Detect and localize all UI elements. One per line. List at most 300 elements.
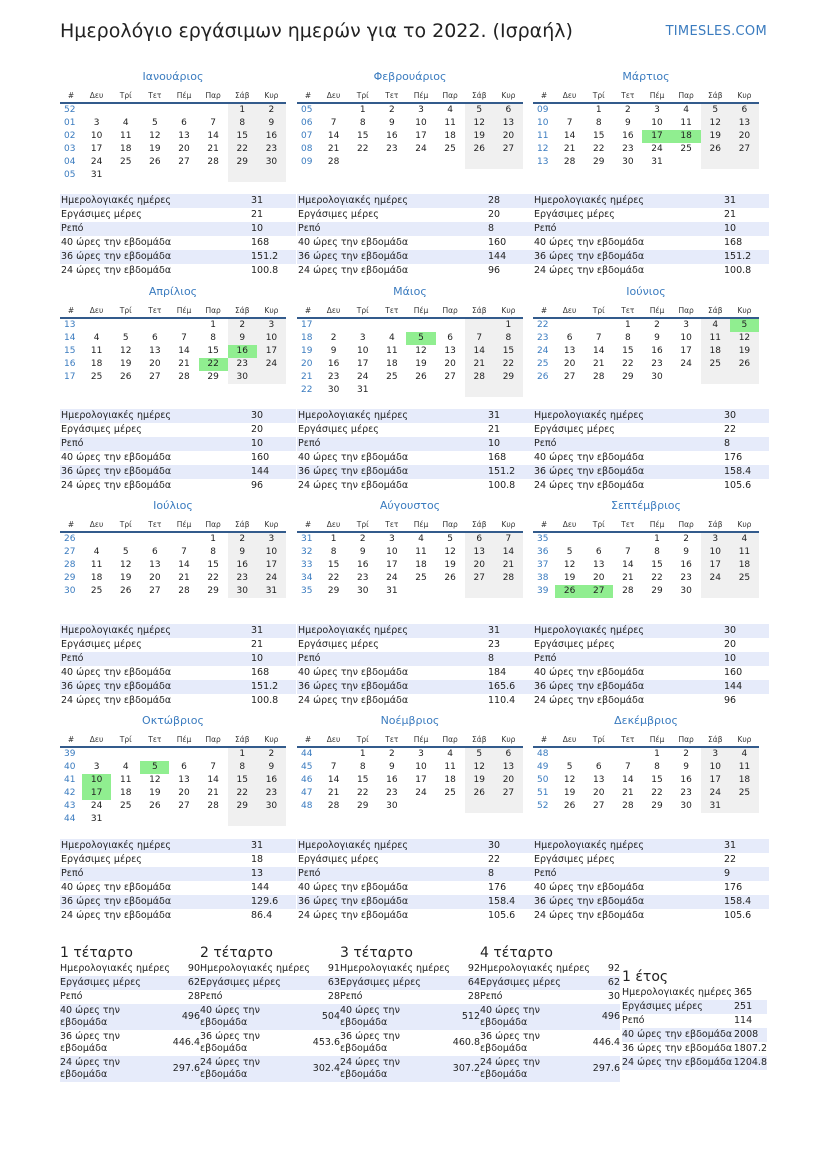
day-cell[interactable]: 19 xyxy=(119,359,132,369)
day-cell[interactable]: 19 xyxy=(563,573,576,583)
day-cell[interactable]: 31 xyxy=(90,814,103,824)
day-cell[interactable]: 16 xyxy=(680,560,692,570)
day-cell[interactable]: 9 xyxy=(257,117,286,130)
day-cell[interactable]: 24 xyxy=(257,358,286,371)
day-cell[interactable]: 14 xyxy=(327,775,340,785)
day-cell[interactable]: 5 xyxy=(701,103,730,117)
day-cell[interactable]: 30 xyxy=(257,156,286,169)
day-cell[interactable]: 28 xyxy=(592,372,605,382)
day-cell[interactable]: 16 xyxy=(680,775,692,785)
day-cell[interactable]: 26 xyxy=(563,801,576,811)
day-cell[interactable]: 20 xyxy=(730,130,759,143)
day-cell[interactable]: 20 xyxy=(444,359,456,369)
day-cell[interactable]: 13 xyxy=(494,117,523,130)
day-cell[interactable]: 25 xyxy=(730,787,759,800)
day-cell[interactable]: 1 xyxy=(654,534,660,544)
day-cell[interactable]: 28 xyxy=(178,372,190,382)
day-cell[interactable]: 30 xyxy=(356,586,369,596)
day-cell[interactable]: 7 xyxy=(566,118,573,128)
day-cell[interactable]: 9 xyxy=(228,332,257,345)
day-cell[interactable]: 8 xyxy=(595,118,602,128)
day-cell[interactable]: 2 xyxy=(654,320,660,330)
day-cell[interactable]: 27 xyxy=(584,585,613,598)
day-cell[interactable]: 18 xyxy=(701,345,730,358)
day-cell[interactable]: 5 xyxy=(406,332,435,345)
day-cell[interactable]: 29 xyxy=(622,372,634,382)
day-cell[interactable]: 22 xyxy=(592,144,605,154)
day-cell[interactable]: 1 xyxy=(494,318,523,332)
day-cell[interactable]: 10 xyxy=(415,118,427,128)
day-cell[interactable]: 8 xyxy=(624,333,631,343)
day-cell[interactable]: 5 xyxy=(730,318,759,332)
day-cell[interactable]: 5 xyxy=(447,534,453,544)
day-cell[interactable]: 10 xyxy=(386,547,398,557)
day-cell[interactable]: 4 xyxy=(388,333,395,343)
day-cell[interactable]: 18 xyxy=(90,359,103,369)
day-cell[interactable]: 19 xyxy=(465,774,494,787)
day-cell[interactable]: 20 xyxy=(494,774,523,787)
day-cell[interactable]: 4 xyxy=(683,105,689,115)
day-cell[interactable]: 22 xyxy=(494,358,523,371)
day-cell[interactable]: 17 xyxy=(642,130,671,143)
day-cell[interactable]: 23 xyxy=(622,144,634,154)
day-cell[interactable]: 20 xyxy=(149,359,161,369)
day-cell[interactable]: 13 xyxy=(592,560,605,570)
day-cell[interactable]: 9 xyxy=(654,333,660,343)
day-cell[interactable]: 9 xyxy=(683,762,689,772)
day-cell[interactable]: 24 xyxy=(90,801,103,811)
day-cell[interactable]: 6 xyxy=(181,762,187,772)
day-cell[interactable]: 18 xyxy=(444,775,456,785)
day-cell[interactable]: 27 xyxy=(592,801,605,811)
day-cell[interactable]: 21 xyxy=(622,573,634,583)
day-cell[interactable]: 8 xyxy=(359,118,366,128)
day-cell[interactable]: 23 xyxy=(228,572,257,585)
day-cell[interactable]: 19 xyxy=(149,788,161,798)
day-cell[interactable]: 18 xyxy=(90,573,103,583)
day-cell[interactable]: 5 xyxy=(566,762,573,772)
day-cell[interactable]: 9 xyxy=(388,762,395,772)
day-cell[interactable]: 1 xyxy=(595,105,602,115)
day-cell[interactable]: 14 xyxy=(207,775,219,785)
day-cell[interactable]: 18 xyxy=(672,130,701,143)
day-cell[interactable]: 12 xyxy=(465,761,494,774)
day-cell[interactable]: 10 xyxy=(415,762,427,772)
day-cell[interactable]: 29 xyxy=(207,586,219,596)
day-cell[interactable]: 24 xyxy=(257,572,286,585)
day-cell[interactable]: 18 xyxy=(444,131,456,141)
day-cell[interactable]: 23 xyxy=(327,372,340,382)
day-cell[interactable]: 18 xyxy=(730,559,759,572)
day-cell[interactable]: 12 xyxy=(149,775,161,785)
day-cell[interactable]: 27 xyxy=(730,143,759,156)
day-cell[interactable]: 12 xyxy=(119,560,132,570)
day-cell[interactable]: 22 xyxy=(651,788,663,798)
day-cell[interactable]: 27 xyxy=(149,372,161,382)
day-cell[interactable]: 23 xyxy=(386,788,398,798)
day-cell[interactable]: 20 xyxy=(494,130,523,143)
day-cell[interactable]: 31 xyxy=(386,586,398,596)
day-cell[interactable]: 15 xyxy=(228,774,257,787)
day-cell[interactable]: 11 xyxy=(415,547,427,557)
day-cell[interactable]: 28 xyxy=(465,371,494,384)
day-cell[interactable]: 1 xyxy=(624,320,631,330)
day-cell[interactable]: 14 xyxy=(592,346,605,356)
day-cell[interactable]: 15 xyxy=(651,775,663,785)
day-cell[interactable]: 24 xyxy=(415,788,427,798)
day-cell[interactable]: 25 xyxy=(386,372,398,382)
day-cell[interactable]: 21 xyxy=(465,358,494,371)
day-cell[interactable]: 24 xyxy=(356,372,369,382)
day-cell[interactable]: 17 xyxy=(257,559,286,572)
day-cell[interactable]: 24 xyxy=(701,787,730,800)
day-cell[interactable]: 4 xyxy=(447,105,453,115)
day-cell[interactable]: 15 xyxy=(207,560,219,570)
day-cell[interactable]: 26 xyxy=(415,372,427,382)
day-cell[interactable]: 17 xyxy=(680,346,692,356)
day-cell[interactable]: 8 xyxy=(228,761,257,774)
day-cell[interactable]: 7 xyxy=(181,333,187,343)
day-cell[interactable]: 21 xyxy=(178,359,190,369)
day-cell[interactable]: 28 xyxy=(494,572,523,585)
day-cell[interactable]: 3 xyxy=(257,532,286,546)
day-cell[interactable]: 22 xyxy=(199,358,228,371)
day-cell[interactable]: 25 xyxy=(730,572,759,585)
day-cell[interactable]: 21 xyxy=(494,559,523,572)
day-cell[interactable]: 23 xyxy=(257,143,286,156)
day-cell[interactable]: 17 xyxy=(386,560,398,570)
day-cell[interactable]: 9 xyxy=(388,118,395,128)
day-cell[interactable]: 5 xyxy=(151,118,158,128)
day-cell[interactable]: 16 xyxy=(651,346,663,356)
day-cell[interactable]: 28 xyxy=(327,801,340,811)
day-cell[interactable]: 10 xyxy=(356,346,369,356)
day-cell[interactable]: 1 xyxy=(210,534,216,544)
day-cell[interactable]: 28 xyxy=(327,157,340,167)
day-cell[interactable]: 30 xyxy=(680,586,692,596)
day-cell[interactable]: 27 xyxy=(563,372,576,382)
day-cell[interactable]: 7 xyxy=(595,333,602,343)
day-cell[interactable]: 4 xyxy=(447,749,453,759)
day-cell[interactable]: 1 xyxy=(654,749,660,759)
day-cell[interactable]: 17 xyxy=(415,131,427,141)
day-cell[interactable]: 11 xyxy=(119,131,132,141)
day-cell[interactable]: 20 xyxy=(563,359,576,369)
day-cell[interactable]: 29 xyxy=(356,801,369,811)
day-cell[interactable]: 16 xyxy=(386,131,398,141)
day-cell[interactable]: 21 xyxy=(327,144,340,154)
day-cell[interactable]: 26 xyxy=(555,585,584,598)
day-cell[interactable]: 19 xyxy=(444,560,456,570)
day-cell[interactable]: 18 xyxy=(386,359,398,369)
day-cell[interactable]: 6 xyxy=(151,547,158,557)
day-cell[interactable]: 15 xyxy=(622,346,634,356)
day-cell[interactable]: 12 xyxy=(563,560,576,570)
day-cell[interactable]: 6 xyxy=(181,118,187,128)
day-cell[interactable]: 22 xyxy=(651,573,663,583)
day-cell[interactable]: 23 xyxy=(356,573,369,583)
day-cell[interactable]: 9 xyxy=(624,118,631,128)
day-cell[interactable]: 22 xyxy=(207,573,219,583)
day-cell[interactable]: 4 xyxy=(93,333,100,343)
day-cell[interactable]: 2 xyxy=(228,318,257,332)
day-cell[interactable]: 8 xyxy=(210,333,216,343)
day-cell[interactable]: 8 xyxy=(654,547,660,557)
day-cell[interactable]: 29 xyxy=(651,801,663,811)
day-cell[interactable]: 26 xyxy=(444,573,456,583)
day-cell[interactable]: 9 xyxy=(683,547,689,557)
day-cell[interactable]: 13 xyxy=(494,761,523,774)
day-cell[interactable]: 17 xyxy=(701,559,730,572)
day-cell[interactable]: 26 xyxy=(149,157,161,167)
day-cell[interactable]: 23 xyxy=(386,144,398,154)
day-cell[interactable]: 27 xyxy=(465,572,494,585)
day-cell[interactable]: 4 xyxy=(418,534,424,544)
day-cell[interactable]: 30 xyxy=(327,385,340,395)
day-cell[interactable]: 13 xyxy=(444,346,456,356)
day-cell[interactable]: 22 xyxy=(622,359,634,369)
day-cell[interactable]: 3 xyxy=(701,747,730,761)
day-cell[interactable]: 18 xyxy=(119,788,132,798)
day-cell[interactable]: 9 xyxy=(228,546,257,559)
day-cell[interactable]: 14 xyxy=(622,560,634,570)
day-cell[interactable]: 3 xyxy=(93,762,100,772)
day-cell[interactable]: 21 xyxy=(207,144,219,154)
day-cell[interactable]: 30 xyxy=(651,372,663,382)
day-cell[interactable]: 26 xyxy=(730,358,759,371)
day-cell[interactable]: 7 xyxy=(624,762,631,772)
day-cell[interactable]: 15 xyxy=(651,560,663,570)
day-cell[interactable]: 7 xyxy=(330,762,337,772)
day-cell[interactable]: 6 xyxy=(595,762,602,772)
day-cell[interactable]: 23 xyxy=(257,787,286,800)
day-cell[interactable]: 18 xyxy=(730,774,759,787)
day-cell[interactable]: 13 xyxy=(149,346,161,356)
day-cell[interactable]: 2 xyxy=(683,749,689,759)
day-cell[interactable]: 28 xyxy=(178,586,190,596)
day-cell[interactable]: 22 xyxy=(356,144,369,154)
day-cell[interactable]: 15 xyxy=(356,131,369,141)
day-cell[interactable]: 17 xyxy=(356,359,369,369)
day-cell[interactable]: 14 xyxy=(327,131,340,141)
day-cell[interactable]: 6 xyxy=(447,333,453,343)
day-cell[interactable]: 21 xyxy=(327,788,340,798)
day-cell[interactable]: 9 xyxy=(257,761,286,774)
day-cell[interactable]: 2 xyxy=(388,105,395,115)
day-cell[interactable]: 13 xyxy=(178,131,190,141)
day-cell[interactable]: 4 xyxy=(93,547,100,557)
day-cell[interactable]: 25 xyxy=(444,788,456,798)
day-cell[interactable]: 3 xyxy=(418,105,424,115)
day-cell[interactable]: 8 xyxy=(228,117,257,130)
day-cell[interactable]: 26 xyxy=(119,372,132,382)
day-cell[interactable]: 10 xyxy=(680,333,692,343)
day-cell[interactable]: 24 xyxy=(701,572,730,585)
day-cell[interactable]: 25 xyxy=(90,586,103,596)
day-cell[interactable]: 23 xyxy=(680,788,692,798)
day-cell[interactable]: 19 xyxy=(149,144,161,154)
day-cell[interactable]: 22 xyxy=(228,143,257,156)
day-cell[interactable]: 27 xyxy=(494,143,523,156)
day-cell[interactable]: 23 xyxy=(228,358,257,371)
day-cell[interactable]: 3 xyxy=(418,749,424,759)
day-cell[interactable]: 24 xyxy=(415,144,427,154)
day-cell[interactable]: 17 xyxy=(415,775,427,785)
day-cell[interactable]: 6 xyxy=(730,103,759,117)
day-cell[interactable]: 9 xyxy=(330,346,337,356)
day-cell[interactable]: 6 xyxy=(494,747,523,761)
day-cell[interactable]: 30 xyxy=(680,801,692,811)
day-cell[interactable]: 24 xyxy=(90,157,103,167)
day-cell[interactable]: 25 xyxy=(680,144,692,154)
day-cell[interactable]: 12 xyxy=(701,117,730,130)
day-cell[interactable]: 29 xyxy=(494,371,523,384)
day-cell[interactable]: 5 xyxy=(122,333,129,343)
day-cell[interactable]: 3 xyxy=(257,318,286,332)
day-cell[interactable]: 3 xyxy=(93,118,100,128)
day-cell[interactable]: 13 xyxy=(563,346,576,356)
day-cell[interactable]: 16 xyxy=(257,130,286,143)
day-cell[interactable]: 7 xyxy=(210,762,216,772)
day-cell[interactable]: 23 xyxy=(680,573,692,583)
day-cell[interactable]: 22 xyxy=(356,788,369,798)
day-cell[interactable]: 4 xyxy=(122,118,129,128)
day-cell[interactable]: 28 xyxy=(207,157,219,167)
day-cell[interactable]: 17 xyxy=(90,144,103,154)
day-cell[interactable]: 30 xyxy=(622,157,634,167)
day-cell[interactable]: 8 xyxy=(330,547,337,557)
day-cell[interactable]: 26 xyxy=(465,787,494,800)
day-cell[interactable]: 17 xyxy=(701,774,730,787)
day-cell[interactable]: 30 xyxy=(386,801,398,811)
day-cell[interactable]: 14 xyxy=(178,346,190,356)
day-cell[interactable]: 27 xyxy=(149,586,161,596)
day-cell[interactable]: 10 xyxy=(651,118,663,128)
day-cell[interactable]: 12 xyxy=(119,346,132,356)
day-cell[interactable]: 13 xyxy=(592,775,605,785)
day-cell[interactable]: 13 xyxy=(730,117,759,130)
day-cell[interactable]: 21 xyxy=(563,144,576,154)
day-cell[interactable]: 25 xyxy=(444,144,456,154)
day-cell[interactable]: 15 xyxy=(494,345,523,358)
day-cell[interactable]: 11 xyxy=(730,546,759,559)
day-cell[interactable]: 2 xyxy=(683,534,689,544)
day-cell[interactable]: 30 xyxy=(257,800,286,813)
day-cell[interactable]: 16 xyxy=(356,560,369,570)
day-cell[interactable]: 14 xyxy=(207,131,219,141)
day-cell[interactable]: 3 xyxy=(359,333,366,343)
day-cell[interactable]: 7 xyxy=(330,118,337,128)
day-cell[interactable]: 18 xyxy=(415,560,427,570)
day-cell[interactable]: 4 xyxy=(730,532,759,546)
day-cell[interactable]: 8 xyxy=(210,547,216,557)
day-cell[interactable]: 28 xyxy=(622,801,634,811)
day-cell[interactable]: 12 xyxy=(149,131,161,141)
day-cell[interactable]: 20 xyxy=(592,573,605,583)
day-cell[interactable]: 16 xyxy=(228,345,257,358)
day-cell[interactable]: 25 xyxy=(119,801,132,811)
day-cell[interactable]: 1 xyxy=(210,320,216,330)
day-cell[interactable]: 16 xyxy=(386,775,398,785)
day-cell[interactable]: 8 xyxy=(654,762,660,772)
brand-logo[interactable]: TIMESLES.COM xyxy=(665,24,767,39)
day-cell[interactable]: 5 xyxy=(122,547,129,557)
day-cell[interactable]: 15 xyxy=(356,775,369,785)
day-cell[interactable]: 20 xyxy=(178,788,190,798)
day-cell[interactable]: 1 xyxy=(359,749,366,759)
day-cell[interactable]: 26 xyxy=(119,586,132,596)
day-cell[interactable]: 11 xyxy=(119,775,132,785)
day-cell[interactable]: 28 xyxy=(622,586,634,596)
day-cell[interactable]: 2 xyxy=(624,105,631,115)
day-cell[interactable]: 7 xyxy=(210,118,216,128)
day-cell[interactable]: 25 xyxy=(90,372,103,382)
day-cell[interactable]: 11 xyxy=(444,118,456,128)
day-cell[interactable]: 1 xyxy=(330,534,337,544)
day-cell[interactable]: 19 xyxy=(701,130,730,143)
day-cell[interactable]: 10 xyxy=(701,546,730,559)
day-cell[interactable]: 10 xyxy=(82,774,111,787)
day-cell[interactable]: 8 xyxy=(494,332,523,345)
day-cell[interactable]: 17 xyxy=(82,787,111,800)
day-cell[interactable]: 14 xyxy=(494,546,523,559)
day-cell[interactable]: 10 xyxy=(701,761,730,774)
day-cell[interactable]: 21 xyxy=(207,788,219,798)
day-cell[interactable]: 26 xyxy=(701,143,730,156)
day-cell[interactable]: 19 xyxy=(563,788,576,798)
day-cell[interactable]: 24 xyxy=(386,573,398,583)
day-cell[interactable]: 6 xyxy=(494,103,523,117)
day-cell[interactable]: 12 xyxy=(465,117,494,130)
day-cell[interactable]: 15 xyxy=(228,130,257,143)
day-cell[interactable]: 27 xyxy=(178,157,190,167)
day-cell[interactable]: 27 xyxy=(494,787,523,800)
day-cell[interactable]: 27 xyxy=(178,801,190,811)
day-cell[interactable]: 19 xyxy=(730,345,759,358)
day-cell[interactable]: 7 xyxy=(494,532,523,546)
day-cell[interactable]: 26 xyxy=(465,143,494,156)
day-cell[interactable]: 2 xyxy=(257,747,286,761)
day-cell[interactable]: 4 xyxy=(730,747,759,761)
day-cell[interactable]: 29 xyxy=(228,800,257,813)
day-cell[interactable]: 1 xyxy=(359,105,366,115)
day-cell[interactable]: 11 xyxy=(444,762,456,772)
day-cell[interactable]: 7 xyxy=(181,547,187,557)
day-cell[interactable]: 30 xyxy=(228,585,257,598)
day-cell[interactable]: 29 xyxy=(651,586,663,596)
day-cell[interactable]: 18 xyxy=(119,144,132,154)
day-cell[interactable]: 7 xyxy=(465,332,494,345)
day-cell[interactable]: 21 xyxy=(178,573,190,583)
day-cell[interactable]: 14 xyxy=(465,345,494,358)
day-cell[interactable]: 14 xyxy=(563,131,576,141)
day-cell[interactable]: 29 xyxy=(207,372,219,382)
day-cell[interactable]: 11 xyxy=(90,560,103,570)
day-cell[interactable]: 12 xyxy=(730,332,759,345)
day-cell[interactable]: 12 xyxy=(415,346,427,356)
day-cell[interactable]: 21 xyxy=(592,359,605,369)
day-cell[interactable]: 25 xyxy=(415,573,427,583)
day-cell[interactable]: 2 xyxy=(228,532,257,546)
day-cell[interactable]: 13 xyxy=(178,775,190,785)
day-cell[interactable]: 28 xyxy=(207,801,219,811)
day-cell[interactable]: 27 xyxy=(444,372,456,382)
day-cell[interactable]: 19 xyxy=(119,573,132,583)
day-cell[interactable]: 11 xyxy=(701,332,730,345)
day-cell[interactable]: 31 xyxy=(651,157,663,167)
day-cell[interactable]: 29 xyxy=(592,157,605,167)
day-cell[interactable]: 12 xyxy=(444,547,456,557)
